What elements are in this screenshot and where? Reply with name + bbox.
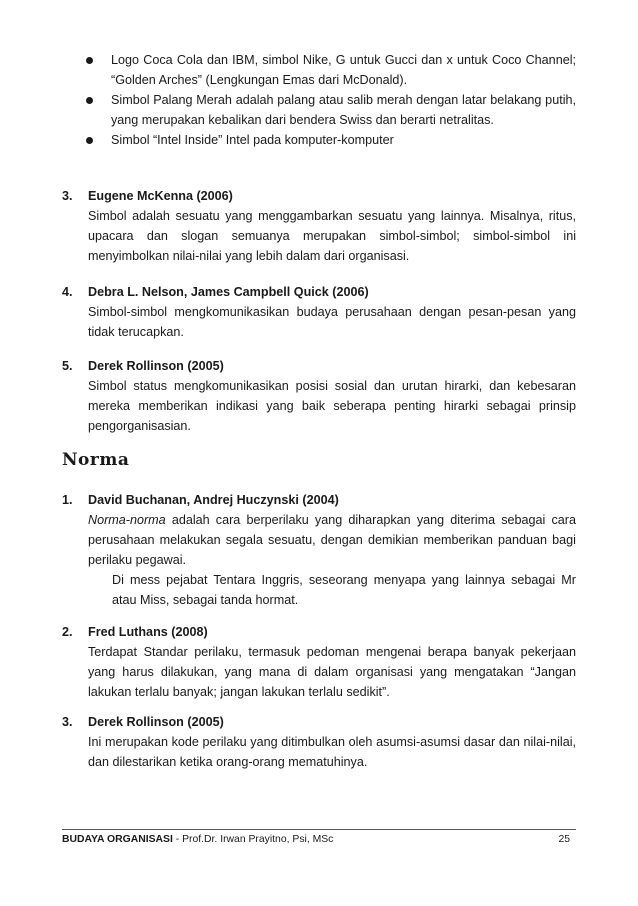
reference-nelson-quick <box>62 282 576 342</box>
reference-number: 2. <box>62 625 73 639</box>
reference-text: Norma-norma adalah cara berperilaku yang diharapkan yang diterima sebagai cara perusahaan melakukan segala sesuatu, dengan demikian memberikan panduan bagi perilaku pegawai. Di mess pejabat Tentara Inggris, seseorang menyapa yang lainnya sebagai Mr atau Miss, sebagai tanda hormat. <box>88 510 576 610</box>
footer-divider <box>62 829 576 830</box>
list-item: Simbol “Intel Inside” Intel pada komputer-komputer <box>86 130 576 150</box>
bullet-icon <box>86 97 93 104</box>
footer-author: - Prof.Dr. Irwan Prayitno, Psi, MSc <box>172 834 334 845</box>
bullet-icon <box>86 57 93 64</box>
reference-number: 3. <box>62 189 73 203</box>
reference-mckenna <box>62 186 576 266</box>
section-title: Norma <box>62 450 130 470</box>
reference-author: Debra L. Nelson, James Campbell Quick (2006) <box>88 285 369 299</box>
reference-buchanan <box>62 490 576 610</box>
reference-luthans <box>62 622 576 702</box>
page-footer <box>62 833 576 847</box>
reference-text: Terdapat Standar perilaku, termasuk pedoman mengenai berapa banyak pekerjaan yang harus dilakukan, yang mana di dalam organisasi yang mengatakan “Jangan lakukan terlalu banyak; jangan lakukan terlalu sedikit”. <box>88 645 576 699</box>
reference-text: Ini merupakan kode perilaku yang ditimbulkan oleh asumsi-asumsi dasar dan nilai-nilai, dan dilestarikan ketika orang-orang mematuhinya. <box>88 735 576 769</box>
reference-example: Di mess pejabat Tentara Inggris, seseorang menyapa yang lainnya sebagai Mr atau Miss, sebagai tanda hormat. <box>112 573 576 607</box>
reference-number: 3. <box>62 715 73 729</box>
reference-rollinson-norma <box>62 712 576 772</box>
list-item: Simbol Palang Merah adalah palang atau salib merah dengan latar belakang putih, yang merupakan kebalikan dari bendera Swiss dan berarti netralitas. <box>86 90 576 130</box>
reference-number: 4. <box>62 285 73 299</box>
reference-number: 5. <box>62 359 73 373</box>
list-item: Logo Coca Cola dan IBM, simbol Nike, G untuk Gucci dan x untuk Coco Channel; “Golden Arches” (Lengkungan Emas dari McDonald). <box>86 50 576 90</box>
bullet-icon <box>86 137 93 144</box>
reference-text: Simbol-simbol mengkomunikasikan budaya perusahaan dengan pesan-pesan yang tidak terucapkan. <box>88 305 576 339</box>
reference-number: 1. <box>62 493 73 507</box>
reference-author: Fred Luthans (2008) <box>88 625 208 639</box>
footer-title: BUDAYA ORGANISASI <box>62 834 173 845</box>
reference-author: Derek Rollinson (2005) <box>88 715 224 729</box>
term-italic: Norma-norma <box>88 513 166 527</box>
reference-author: Eugene McKenna (2006) <box>88 189 233 203</box>
reference-rollinson <box>62 356 576 436</box>
reference-author: Derek Rollinson (2005) <box>88 359 224 373</box>
reference-text: Simbol status mengkomunikasikan posisi sosial dan urutan hirarki, dan kebesaran mereka memberikan indikasi yang baik seberapa penting hirarki sebagai prinsip pengorganisasian. <box>88 379 576 433</box>
symbol-examples-list <box>86 50 576 150</box>
reference-text: Simbol adalah sesuatu yang menggambarkan sesuatu yang lainnya. Misalnya, ritus, upacara dan slogan semuanya merupakan simbol-simbol; simbol-simbol ini menyimbolkan nilai-nilai yang lebih dalam dari organisasi. <box>88 209 576 263</box>
page-number: 25 <box>558 834 570 845</box>
reference-author: David Buchanan, Andrej Huczynski (2004) <box>88 493 339 507</box>
